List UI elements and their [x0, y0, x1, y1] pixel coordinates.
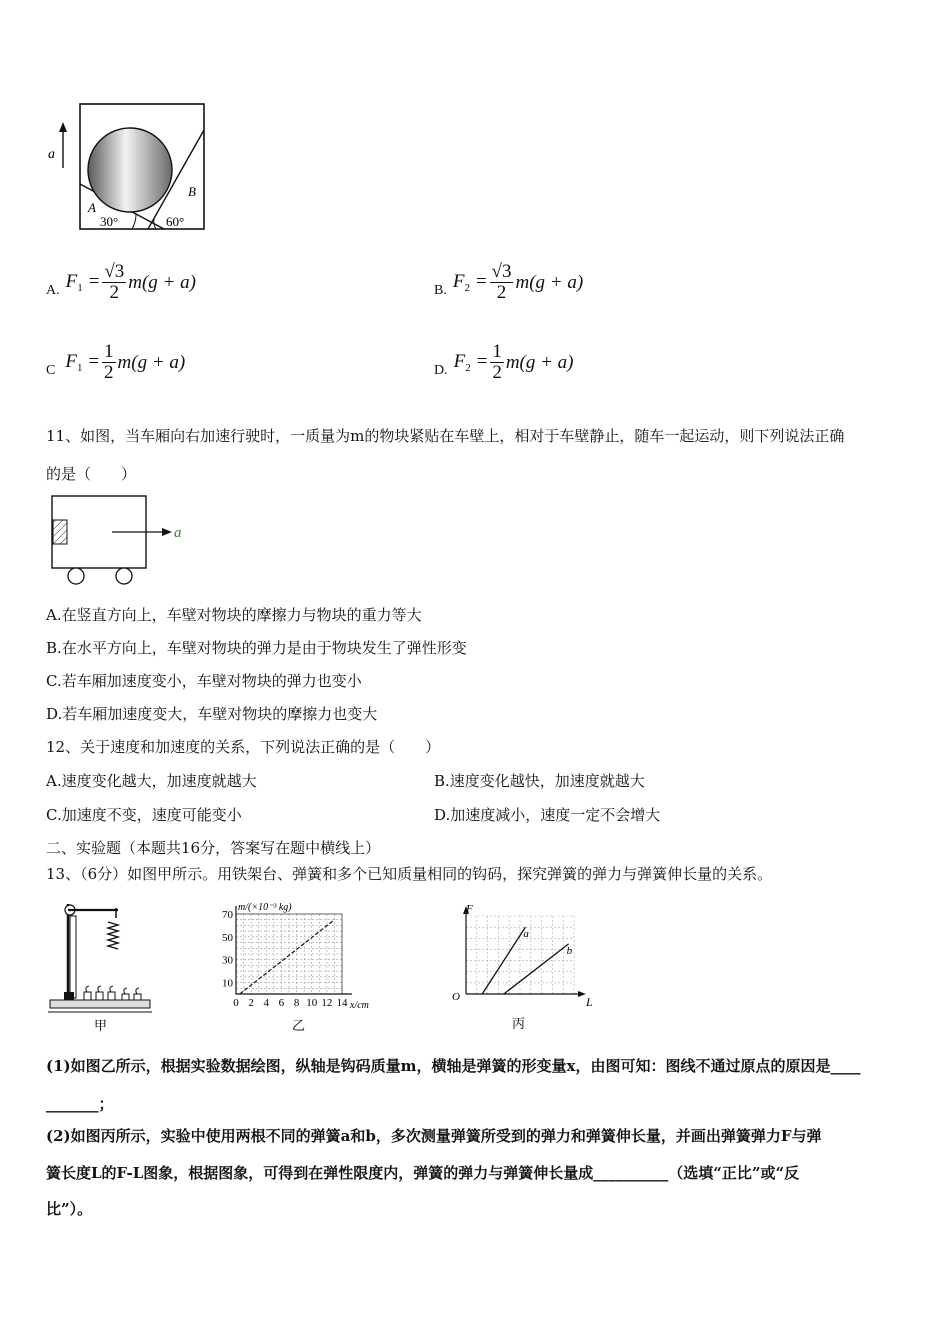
acceleration-label: a: [48, 147, 55, 162]
x-tick-label: 2: [248, 997, 254, 1009]
acceleration-arrow-head: [59, 122, 67, 132]
cart-accel-arrow-head: [162, 528, 172, 536]
y-tick-label: 30: [222, 954, 233, 967]
fraction: $\frac{√3}{2}$: [104, 261, 125, 303]
q13-part3-line3: 比”）。: [46, 1200, 93, 1218]
ball: [88, 128, 172, 212]
angle-60-label: 60°: [166, 214, 185, 229]
angle-30-label: 30°: [100, 214, 119, 229]
x-tick-label: 12: [321, 997, 333, 1009]
hook-weights: [84, 986, 141, 1000]
chart-ylabel: m/(×10⁻³ kg): [238, 902, 292, 913]
fraction: $\frac{√3}{2}$: [491, 261, 512, 303]
x-tick-label: 8: [293, 997, 300, 1009]
series-line-b: [504, 944, 569, 994]
chart-grid: [466, 916, 574, 994]
q12-option-c: C.加速度不变，速度可能变小: [46, 806, 242, 824]
q12-option-a: A.速度变化越大，加速度就越大: [46, 772, 257, 790]
q12-option-b: B.速度变化越快，加速度就越大: [434, 772, 645, 790]
q13-part2-line1: (2)如图丙所示，实验中使用两根不同的弹簧a和b，多次测量弹簧所受到的弹力和弹簧伸长量，并画出弹簧弹力F与弹: [46, 1127, 822, 1145]
x-axis-arrow: [578, 991, 586, 997]
section-heading: 二、实验题（本题共16分，答案写在题中横线上）: [46, 839, 381, 857]
chart-f-vs-l: [446, 900, 606, 1034]
point-b-label: B: [188, 184, 196, 199]
q13-stem: 13、（6分）如图甲所示。用铁架台、弹簧和多个已知质量相同的钩码，探究弹簧的弹力与弹簧伸长量的关系。: [46, 865, 773, 883]
q10-option-d: D. $F_2$ = $\frac{1}{2}$ m(g + a): [434, 341, 574, 383]
wheel-left: [68, 568, 84, 584]
chart-xlabel: x/cm: [350, 1000, 369, 1011]
y-tick-label: 50: [222, 931, 233, 944]
x-tick-label: 4: [263, 997, 270, 1009]
q11-stem-line1: 11、如图，当车厢向右加速行驶时，一质量为m的物块紧贴在车壁上，相对于车壁静止，随车一起运动，则下列说法正确: [46, 427, 845, 445]
chart-xlabel: L: [586, 995, 593, 1009]
y-tick-label: 70: [222, 909, 233, 921]
stand-base: [50, 1000, 150, 1008]
x-tick-label: 0: [233, 997, 239, 1009]
q13-part1-line1: (1)如图乙所示，根据实验数据绘图，纵轴是钩码质量m，横轴是弹簧的形变量x，由图可知：图线不通过原点的原因是____: [46, 1057, 861, 1075]
q10-option-c: C $F_1$ = $\frac{1}{2}$ m(g + a): [46, 341, 186, 383]
q11-option-a: A.在竖直方向上，车壁对物块的摩擦力与物块的重力等大: [46, 606, 422, 624]
q12-option-d: D.加速度减小，速度一定不会增大: [434, 806, 661, 824]
q11-stem-line2: 的是（ ）: [46, 465, 137, 483]
angle-arc-30: [132, 213, 136, 229]
series-label-a: a: [523, 928, 529, 941]
q10-option-b: B. $F_2$ = $\frac{√3}{2}$ m(g + a): [434, 261, 584, 303]
q11-option-c: C.若车厢加速度变小，车壁对物块的弹力也变小: [46, 672, 362, 690]
fig-yi-caption: 乙: [292, 1018, 306, 1033]
q11-option-d: D.若车厢加速度变大，车壁对物块的摩擦力也变大: [46, 705, 378, 723]
series-label-b: b: [566, 944, 573, 957]
fig-jia-caption: 甲: [94, 1018, 108, 1033]
x-tick-label: 10: [306, 997, 318, 1009]
x-tick-label: 6: [278, 997, 285, 1009]
q13-part1-line2: _______；: [46, 1095, 114, 1113]
chart-m-vs-x: [214, 898, 410, 1034]
fraction: $\frac{1}{2}$: [492, 341, 502, 383]
q12-stem: 12、关于速度和加速度的关系，下列说法正确的是（ ）: [46, 738, 441, 756]
q10-option-a: A. $F_1$ = $\frac{√3}{2}$ m(g + a): [46, 261, 196, 303]
wheel-right: [116, 568, 132, 584]
ball-wedge-figure: [40, 98, 220, 238]
spring: [108, 922, 118, 949]
cart-accel-label: a: [174, 525, 182, 541]
fraction: $\frac{1}{2}$: [104, 341, 114, 383]
x-tick-label: 14: [336, 997, 348, 1009]
cart-figure: [46, 494, 196, 586]
q11-option-b: B.在水平方向上，车壁对物块的弹力是由于物块发生了弹性形变: [46, 639, 467, 657]
y-tick-label: 10: [222, 977, 233, 990]
iron-stand-figure: [46, 896, 156, 1034]
block: [53, 520, 67, 544]
fig-bing-caption: 丙: [512, 1016, 526, 1031]
ruler: [70, 916, 76, 998]
ruler-foot: [64, 992, 74, 1000]
q13-part2-line2: 簧长度L的F-L图象，根据图象，可得到在弹性限度内，弹簧的弹力与弹簧伸长量成__________（选填“正比”或“反: [46, 1164, 800, 1182]
chart-origin-label: O: [452, 991, 460, 1003]
chart-ylabel: F: [466, 903, 473, 915]
point-a-label: A: [88, 200, 96, 215]
